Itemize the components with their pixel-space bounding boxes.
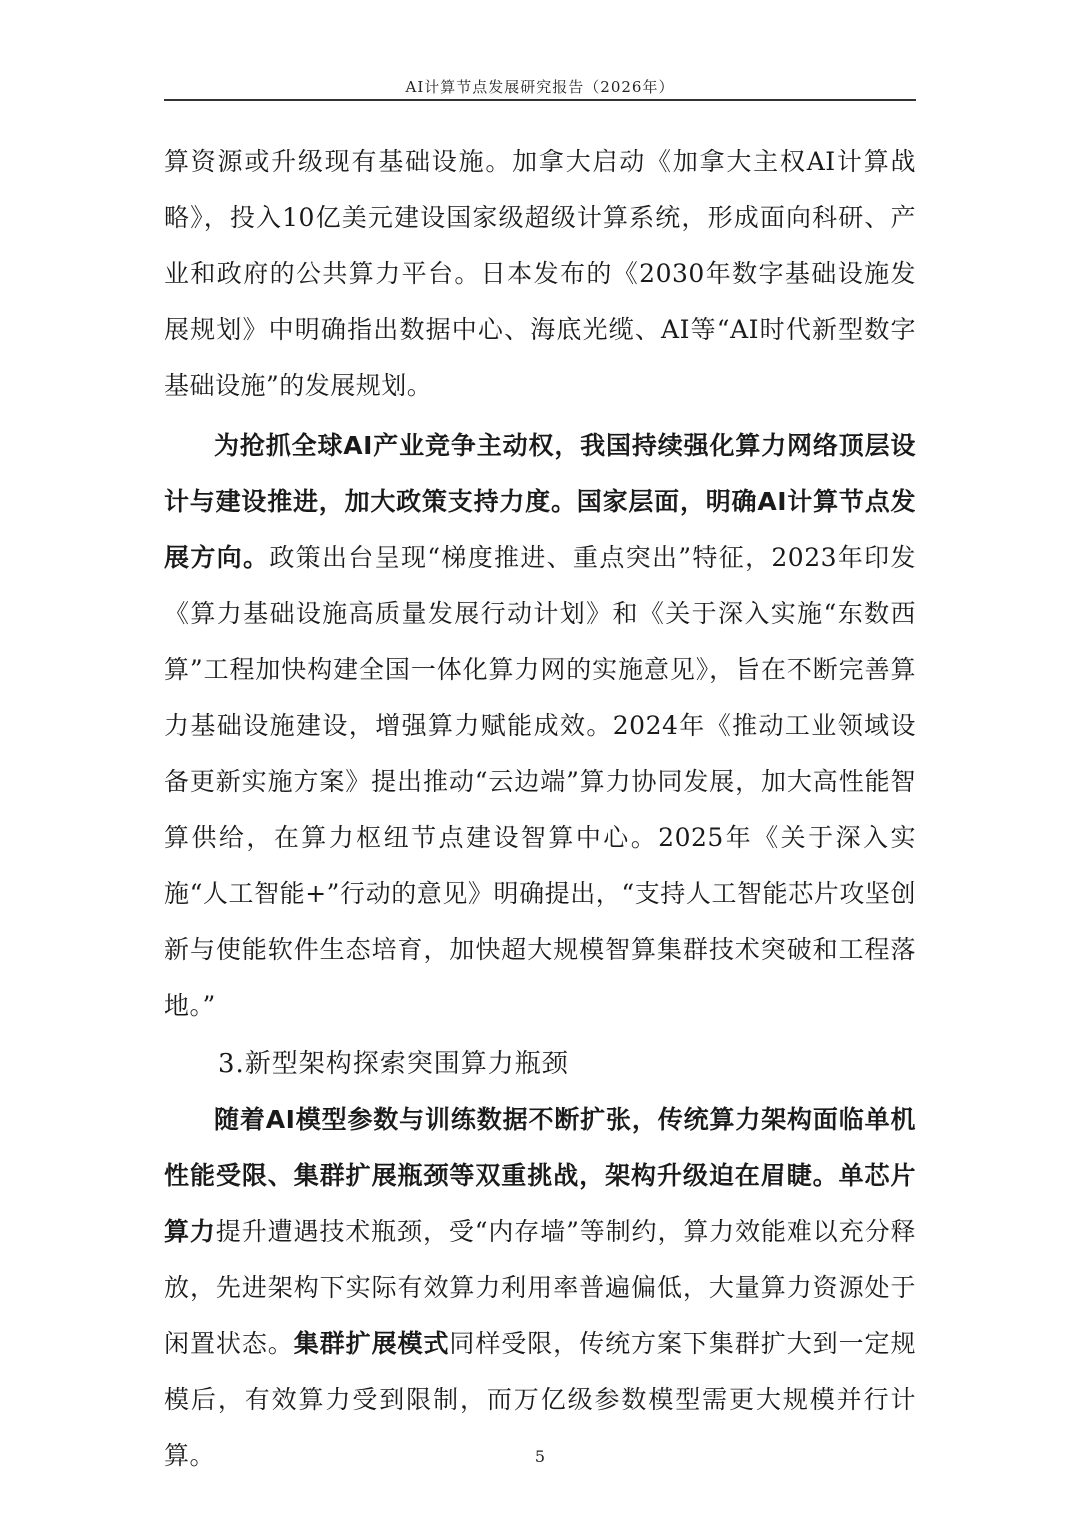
paragraph-architecture-body-2: 同样受限，传统方案下集群扩大到一定规模后，有效算力受到限制，而万亿级参数模型需更大规模并行计算。 bbox=[164, 1329, 916, 1470]
paragraph-domestic-policy-lead: 为抢抓全球AI产业竞争主动权，我国持续强化算力网络顶层设计与建设推进，加大政策支持力度。国家层面，明确AI计算节点发展方向。 bbox=[164, 431, 916, 572]
page-number: 5 bbox=[534, 1447, 546, 1466]
header-rule bbox=[164, 99, 916, 101]
paragraph-international-policy: 算资源或升级现有基础设施。加拿大启动《加拿大主权AI计算战略》，投入10亿美元建设国家级超级计算系统，形成面向科研、产业和政府的公共算力平台。日本发布的《2030年数字基础设施发展规划》中明确指出数据中心、海底光缆、AI等“AI时代新型数字基础设施”的发展规划。 bbox=[164, 147, 916, 400]
paragraph-domestic-policy-body: 政策出台呈现“梯度推进、重点突出”特征，2023年印发《算力基础设施高质量发展行动计划》和《关于深入实施“东数西算”工程加快构建全国一体化算力网的实施意见》，旨在不断完善算力基础设施建设，增强算力赋能成效。2024年《推动工业领域设备更新实施方案》提出推动“云边端”算力协同发展，加大高性能智算供给，在算力枢纽节点建设智算中心。2025年《关于深入实施“人工智能+”行动的意见》明确提出，“支持人工智能芯片攻坚创新与使能软件生态培育，加快超大规模智算集群技术突破和工程落地。” bbox=[164, 543, 916, 1020]
section-heading: 3.新型架构探索突围算力瓶颈 bbox=[218, 1049, 569, 1079]
paragraph-architecture-lead: 随着AI模型参数与训练数据不断扩张，传统算力架构面临单机性能受限、集群扩展瓶颈等双重挑战，架构升级迫在眉睫。单芯片算力 bbox=[164, 1105, 916, 1246]
document-body bbox=[164, 134, 916, 1484]
running-header: AI计算节点发展研究报告（2026年） bbox=[405, 78, 675, 96]
paragraph-architecture-cluster-term: 集群扩展模式 bbox=[293, 1329, 450, 1358]
paragraph-architecture-body-1: 提升遭遇技术瓶颈，受“内存墙”等制约，算力效能难以充分释放，先进架构下实际有效算力利用率普遍偏低，大量算力资源处于闲置状态。 bbox=[164, 1217, 916, 1358]
paragraph-domestic-policy bbox=[164, 418, 916, 1034]
paragraph-architecture-challenges bbox=[164, 1092, 916, 1484]
